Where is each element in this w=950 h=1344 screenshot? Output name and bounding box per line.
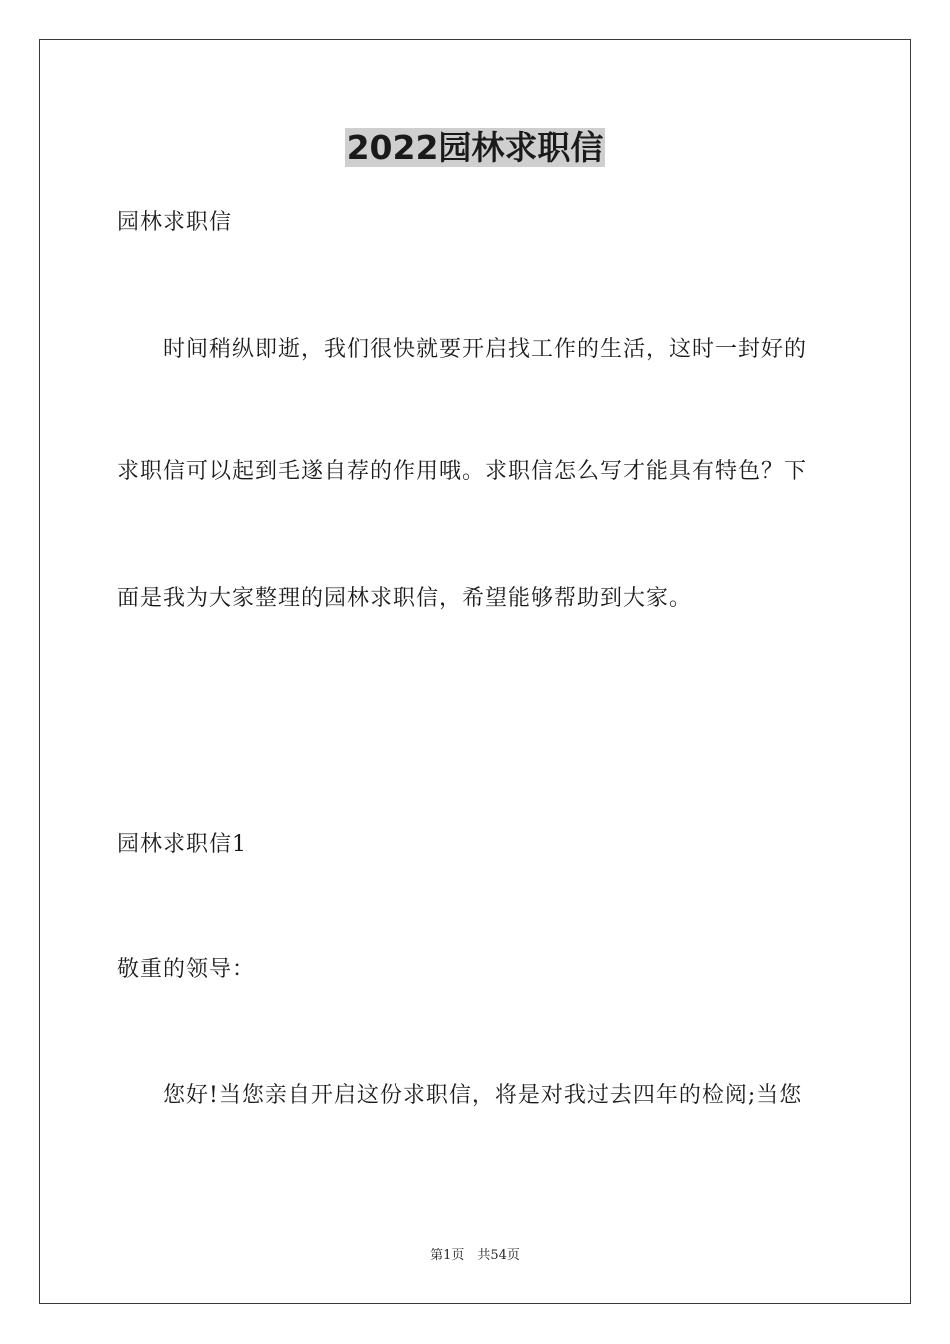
document-title-text: 2022园林求职信: [346, 128, 604, 167]
salutation: 敬重的领导：: [117, 957, 256, 982]
intro-line-3: 面是我为大家整理的园林求职信，希望能够帮助到大家。: [117, 586, 693, 611]
body-line-1: 您好!当您亲自开启这份求职信，将是对我过去四年的检阅;当您: [163, 1083, 803, 1108]
page-footer: 第1页 共54页: [430, 1248, 520, 1263]
intro-line-1: 时间稍纵即逝，我们很快就要开启找工作的生活，这时一封好的: [163, 337, 808, 362]
document-title: [0, 124, 950, 172]
section-heading: 园林求职信1: [117, 832, 247, 857]
intro-line-2: 求职信可以起到毛遂自荐的作用哦。求职信怎么写才能具有特色？下: [117, 459, 808, 484]
document-subtitle: 园林求职信: [117, 210, 233, 235]
